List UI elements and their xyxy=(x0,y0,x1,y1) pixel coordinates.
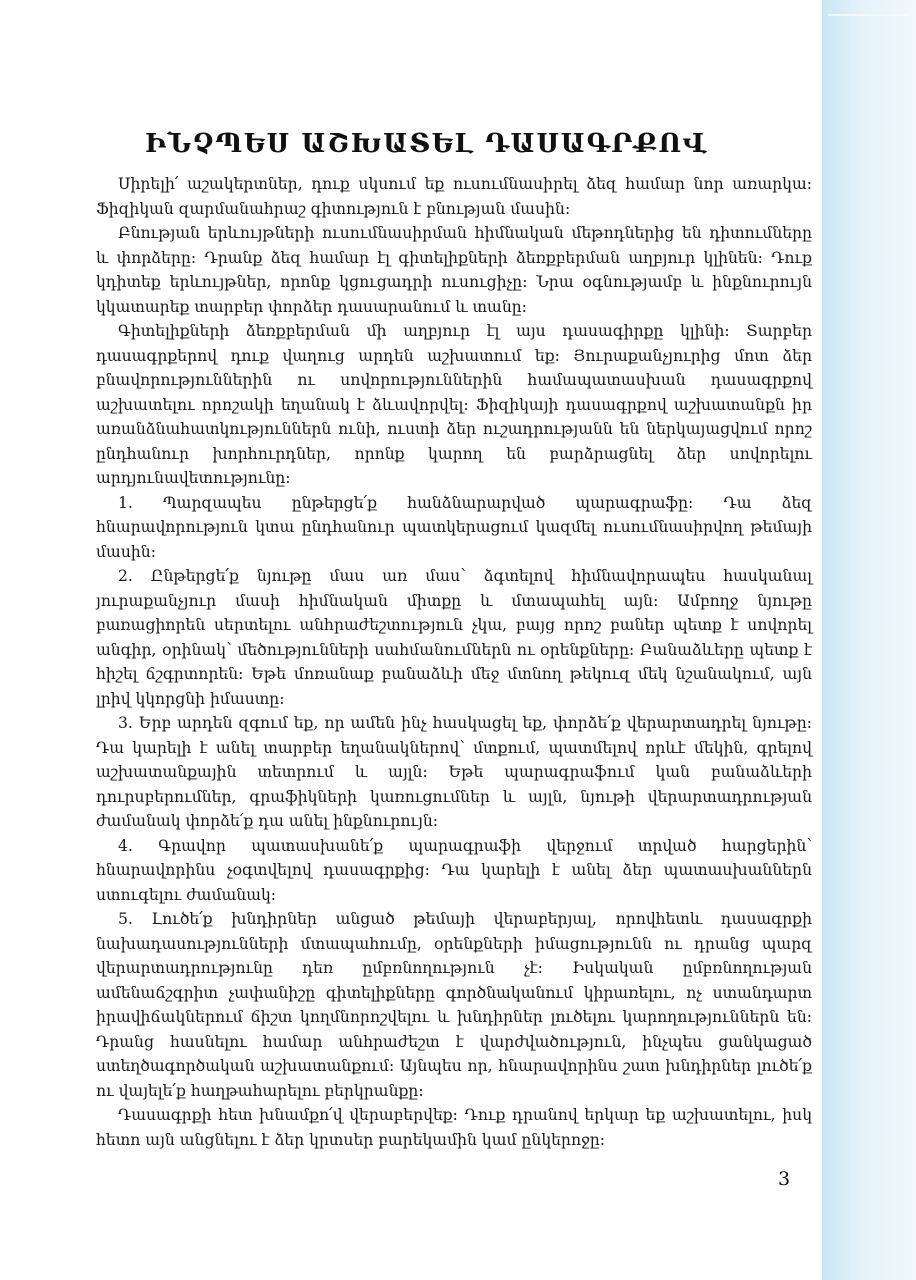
paragraph-tip-1: 1. Պարզապես ընթերցե՛ք հանձնարարված պարագրաֆը: Դա ձեզ հնարավորություն կտա ընդհանուր պատկերացում կազմել ուսումնասիրվող թեմայի մասին: xyxy=(96,493,812,561)
page-title: ԻՆՉՊԵՍ ԱՇԽԱՏԵԼ ԴԱՍԱԳՐՔՈՎ xyxy=(145,129,708,160)
paragraph-intro: Սիրելի՛ աշակերտներ, դուք սկսում եք ուսումնասիրել ձեզ համար նոր առարկա: Ֆիզիկան զարմանահրաշ գիտություն է բնության մասին: xyxy=(96,175,812,218)
body-text xyxy=(96,172,812,1152)
paragraph-methods: Բնության երևույթների ուսումնասիրման հիմնական մեթոդներից են դիտումները և փորձերը: Դրանք ձեզ համար էլ գիտելիքների ձեռքբերման աղբյուր կլինեն: Դուք կդիտեք երևույթներ, որոնք կցուցադրի ուսուցիչը: Նրա օգնությամբ և ինքնուրույն կկատարեք տարբեր փորձեր դասարանում և տանը: xyxy=(96,224,812,316)
side-strip-highlight xyxy=(828,14,910,16)
paragraph-closing: Դասագրքի հետ խնամքո՛վ վերաբերվեք: Դուք դրանով երկար եք աշխատելու, իսկ հետո այն անցնելու է ձեր կրտսեր բարեկամին կամ ընկերոջը: xyxy=(96,1106,812,1149)
decorative-side-strip xyxy=(822,0,916,1280)
paragraph-textbook: Գիտելիքների ձեռքբերման մի աղբյուր էլ այս դասագիրքը կլինի: Տարբեր դասագրքերով դուք վաղուց արդեն աշխատում եք: Յուրաքանչյուրից մոտ ձեր բնավորություններին ու սովորություններին համապատասխան դասագրքով աշխատելու որոշակի եղանակ է ձևավորվել: Ֆիզիկայի դասագրքով աշխատանքն իր առանձնահատկություններն ունի, ուստի ձեր ուշադրությանն են ներկայացվում որոշ ընդհանուր խորհուրդներ, որոնք կարող են բարձրացնել ձեր սովորելու արդյունավետությունը: xyxy=(96,322,812,487)
paragraph-tip-2: 2. Ընթերցե՛ք նյութը մաս առ մաս՝ ձգտելով հիմնավորապես հասկանալ յուրաքանչյուր մասի հիմնական միտքը և մտապահել այն: Ամբողջ նյութը բառացիորեն սերտելու անհրաժեշտություն չկա, բայց որոշ բաներ պետք է սովորել անգիր, օրինակ՝ մեծությունների սահմանումներն ու օրենքները: Բանաձևերը պետք է հիշել ճշգրտորեն: Եթե մոռանաք բանաձևի մեջ մտնող թեկուզ մեկ նշանակում, այն լրիվ կկորցնի իմաստը: xyxy=(96,567,812,708)
paragraph-tip-5: 5. Լուծե՛ք խնդիրներ անցած թեմայի վերաբերյալ, որովհետև դասագրքի նախադասությունների մտապահումը, օրենքների իմացությունն ու դրանց պարզ վերարտադրությունը դեռ ըմբռնողություն չէ: Իսկական ըմբռնողության ամենաճշգրիտ չափանիշը գիտելիքները գործնականում կիրառելու, ոչ ստանդարտ իրավիճակներում ճիշտ կողմնորոշվելու և խնդիրներ լուծելու կարողություններն են: Դրանց հասնելու համար անհրաժեշտ է վարժվածություն, ինչպես ցանկացած ստեղծագործական աշխատանքում: Այնպես որ, հնարավորինս շատ խնդիրներ լուծե՛ք ու վայելե՛ք հաղթահարելու բերկրանքը: xyxy=(96,910,812,1100)
paragraph-tip-3: 3. Երբ արդեն զգում եք, որ ամեն ինչ հասկացել եք, փորձե՛ք վերարտադրել նյութը: Դա կարելի է անել տարբեր եղանակներով՝ մտքում, պատմելով որևէ մեկին, գրելով աշխատանքային տետրում և այլն: Եթե պարագրաֆում կան բանաձևերի դուրսբերումներ, գրաֆիկների կառուցումներ և այլն, նյութի վերարտադրության ժամանակ փորձե՛ք դա անել ինքնուրույն: xyxy=(96,714,812,830)
paragraph-tip-4: 4. Գրավոր պատասխանե՛ք պարագրաֆի վերջում տրված հարցերին՝ հնարավորինս չօգտվելով դասագրքից: Դա կարելի է անել ձեր պատասխաններն ստուգելու ժամանակ: xyxy=(96,836,812,904)
page-number: 3 xyxy=(778,1168,791,1190)
